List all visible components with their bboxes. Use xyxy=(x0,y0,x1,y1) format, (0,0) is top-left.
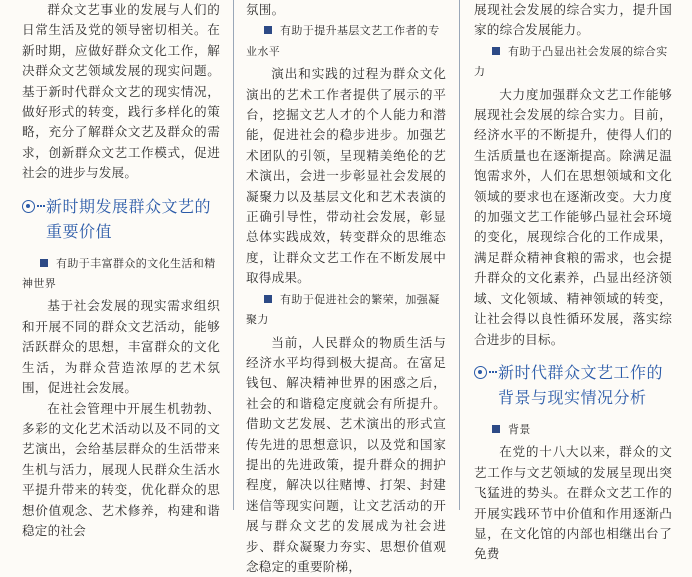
paragraph: 在党的十八大以来，群众的文艺工作与文艺领域的发展呈现出突飞猛进的势头。在群众文艺工作的开展实践环节中价值和作用逐渐凸显，在文化馆的内部也相继出台了免费 xyxy=(474,442,672,564)
subheading xyxy=(474,420,672,440)
square-bullet-icon xyxy=(40,259,48,267)
subheading xyxy=(246,290,446,331)
column-2 xyxy=(246,0,446,577)
section-title-line: 新时期发展群众文艺的 xyxy=(46,194,220,219)
subheading xyxy=(22,254,220,295)
square-bullet-icon xyxy=(492,425,500,433)
dotted-connector-icon xyxy=(37,205,45,209)
column-3 xyxy=(474,0,672,565)
column-divider xyxy=(459,0,460,510)
section-title-line: 背景与现实情况分析 xyxy=(498,385,672,410)
square-bullet-icon xyxy=(492,47,500,55)
paragraph: 当前，人民群众的物质生活与经济水平均得到极大提高。在富足钱包、解决精神世界的困惑之后，社会的和谐稳定度就会有所提升。借助文艺发展、艺术演出的形式宣传先进的思想意识，以及党和国家提出的先进政策，提升群众的拥护程度，解决以往赌博、打架、封建迷信等现实问题，让文艺活动的开展与群众文艺的发展成为社会进步、群众凝聚力夯实、思想价值观念稳定的重要阶梯， xyxy=(246,333,446,577)
section-bullet-icon xyxy=(474,366,487,379)
paragraph: 基于社会发展的现实需求组织和开展不同的群众文艺活动，能够活跃群众的思想，丰富群众的文化生活，为群众营造浓厚的艺术氛围，促进社会发展。 xyxy=(22,296,220,398)
paragraph: 演出和实践的过程为群众文化演出的艺术工作者提供了展示的平台，挖掘文艺人才的个人能力和潜能，促进社会的稳步进步。加强艺术团队的引领，呈现精美绝伦的艺术演出，会进一步彰显社会发展的凝聚力以及基层文化和艺术表演的正确引导性，带动社会发展，彰显总体实践成效，转变群众的思维态度，让群众文艺工作在不断发展中取得成果。 xyxy=(246,64,446,288)
section-title-line: 新时代群众文艺工作的 xyxy=(498,360,672,385)
subheading xyxy=(474,42,672,83)
section-heading xyxy=(22,194,220,244)
paragraph: 在社会管理中开展生机勃勃、多彩的文化艺术活动以及不同的文艺演出，会给基层群众的生活带来生机与活力，展现人民群众生活水平提升带来的转变，优化群众的思想价值观念、艺术修养，构建和谐稳定的社会 xyxy=(22,399,220,542)
section-bullet-icon xyxy=(22,200,35,213)
subheading-text: 有助于促进社会的繁荣，加强凝聚力 xyxy=(246,293,440,326)
dotted-connector-icon xyxy=(489,371,497,375)
column-divider xyxy=(233,0,234,510)
subheading xyxy=(246,21,446,62)
paragraph: 大力度加强群众文艺工作能够展现社会发展的综合实力。目前，经济水平的不断提升，使得人们的生活质量也在逐渐提高。除满足温饱需求外，人们在思想领域和文化领域的要求也在逐渐改变。大力度的加强文艺工作能够凸显社会环境的变化，展现综合化的工作成果，满足群众精神食粮的需求，也会提升群众的文化素养，凸显出经济领域、文化领域、精神领域的转变，让社会得以良性循环发展，落实综合进步的目标。 xyxy=(474,85,672,350)
subheading-text: 背景 xyxy=(508,423,531,436)
subheading-text: 有助于提升基层文艺工作者的专业水平 xyxy=(246,24,440,57)
section-heading xyxy=(474,360,672,410)
square-bullet-icon xyxy=(264,26,272,34)
subheading-text: 有助于丰富群众的文化生活和精神世界 xyxy=(22,257,216,290)
subheading-text: 有助于凸显出社会发展的综合实力 xyxy=(474,45,668,78)
paragraph: 群众文艺事业的发展与人们的日常生活及党的领导密切相关。在新时期，应做好群众文化工作，解决群众文艺领域发展的现实问题。基于新时代群众文艺的现实情况，做好形式的转变，践行多样化的策略，充分了解群众文艺及群众的需求，创新群众文艺工作模式，促进社会的进步与发展。 xyxy=(22,0,220,184)
square-bullet-icon xyxy=(264,295,272,303)
section-title-line: 重要价值 xyxy=(46,219,220,244)
paragraph: 展现社会发展的综合实力，提升国家的综合发展能力。 xyxy=(474,0,672,41)
column-1 xyxy=(22,0,220,541)
paragraph: 氛围。 xyxy=(246,0,446,20)
